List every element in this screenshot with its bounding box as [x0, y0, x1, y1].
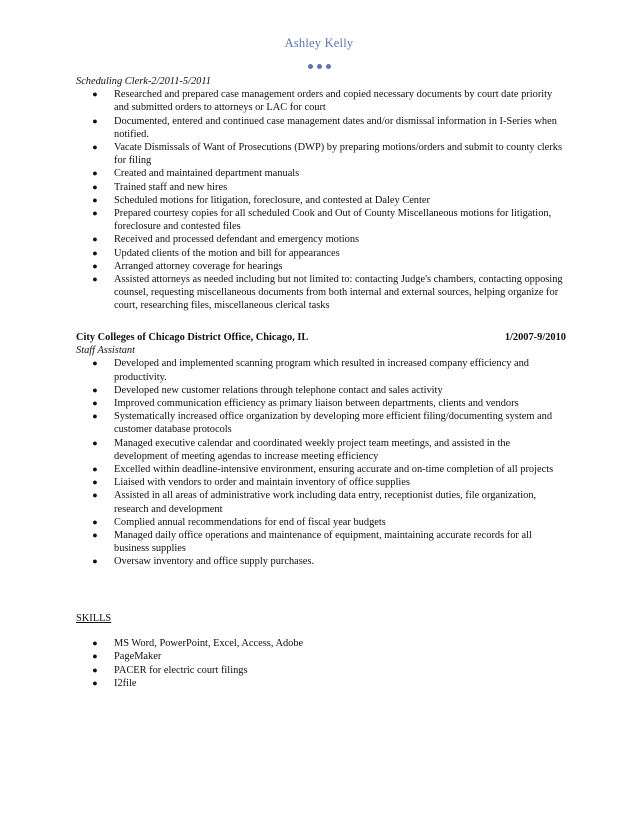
list-item — [76, 397, 566, 410]
list-item — [76, 516, 566, 529]
bullet-icon: ● — [92, 358, 98, 369]
employer-line — [76, 331, 566, 344]
bullet-icon: ● — [92, 490, 98, 501]
job-title: Staff Assistant — [76, 345, 135, 357]
bullet-icon: ● — [92, 142, 98, 153]
list-item — [76, 88, 566, 114]
list-item — [76, 476, 566, 489]
header-dots-divider — [0, 56, 638, 64]
bullet-icon: ● — [92, 516, 98, 527]
list-item-text: Assisted in all areas of administrative work including data entry, receptionist duties, file organization, research and development — [114, 490, 537, 515]
list-item — [76, 273, 566, 313]
job-section-staff-assistant — [76, 331, 566, 569]
bullet-icon: ● — [92, 411, 98, 422]
list-item — [76, 194, 566, 207]
bullet-icon: ● — [92, 89, 98, 100]
job-section-scheduling-clerk — [76, 75, 566, 313]
list-item-text: Managed executive calendar and coordinated weekly project team meetings, and assisted in the development of meeting agendas to increase meeting efficiency — [114, 437, 511, 462]
bullet-icon: ● — [92, 464, 98, 475]
bullet-icon: ● — [92, 638, 98, 649]
list-item-text: Arranged attorney coverage for hearings — [114, 260, 283, 272]
bullet-icon: ● — [92, 247, 98, 258]
bullet-icon: ● — [92, 194, 98, 205]
bullet-icon: ● — [92, 208, 98, 219]
list-item — [76, 637, 566, 650]
list-item — [76, 207, 566, 233]
skills-list — [76, 637, 566, 690]
bullet-icon: ● — [92, 530, 98, 541]
dot-icon — [308, 64, 313, 69]
list-item-text: Created and maintained department manuals — [114, 168, 300, 180]
list-item-text: I2file — [114, 677, 137, 689]
list-item-text: Oversaw inventory and office supply purchases. — [114, 556, 315, 568]
list-item — [76, 167, 566, 180]
list-item — [76, 357, 566, 383]
list-item-text: Trained staff and new hires — [114, 181, 228, 193]
bullet-icon: ● — [92, 664, 98, 675]
list-item-text: Developed and implemented scanning program which resulted in increased company efficiency and productivity. — [114, 358, 529, 383]
list-item — [76, 260, 566, 273]
list-item-text: Researched and prepared case management orders and copied necessary documents by court date priority and submitted orders to attorneys or LAC for court — [114, 89, 553, 114]
list-item — [76, 115, 566, 141]
list-item — [76, 555, 566, 568]
bullet-icon: ● — [92, 274, 98, 285]
employment-dates: 1/2007-9/2010 — [504, 332, 566, 343]
list-item-text: Developed new customer relations through telephone contact and sales activity — [114, 384, 443, 396]
bullet-icon: ● — [92, 234, 98, 245]
list-item — [76, 529, 566, 555]
dot-icon — [317, 64, 322, 69]
employer-name: City Colleges of Chicago District Office, Chicago, IL — [76, 332, 309, 343]
list-item — [76, 181, 566, 194]
list-item-text: Excelled within deadline-intensive environment, ensuring accurate and on-time completion of all projects — [114, 464, 554, 476]
list-item-text: MS Word, PowerPoint, Excel, Access, Adobe — [114, 638, 304, 650]
list-item-text: Managed daily office operations and maintenance of equipment, maintaining accurate records for all business supplies — [114, 530, 532, 555]
bullet-icon: ● — [92, 260, 98, 271]
list-item-text: Scheduled motions for litigation, foreclosure, and contested at Daley Center — [114, 194, 430, 206]
list-item — [76, 384, 566, 397]
list-item — [76, 247, 566, 260]
list-item — [76, 664, 566, 677]
list-item-text: Vacate Dismissals of Want of Prosecutions (DWP) by preparing motions/orders and submit to county clerks for filing — [114, 142, 562, 167]
list-item-text: Improved communication efficiency as primary liaison between departments, clients and vendors — [114, 398, 519, 410]
list-item-text: PageMaker — [114, 651, 162, 663]
bullet-icon: ● — [92, 477, 98, 488]
bullet-icon: ● — [92, 384, 98, 395]
resume-name: Ashley Kelly — [284, 36, 354, 50]
bullet-icon: ● — [92, 651, 98, 662]
job-title: Scheduling Clerk-2/2011-5/2011 — [76, 76, 211, 87]
bullet-icon: ● — [92, 556, 98, 567]
list-item-text: Updated clients of the motion and bill for appearances — [114, 247, 340, 259]
list-item — [76, 233, 566, 246]
bullet-icon: ● — [92, 677, 98, 688]
bullet-icon: ● — [92, 115, 98, 126]
list-item — [76, 650, 566, 663]
list-item — [76, 463, 566, 476]
list-item-text: Prepared courtesy copies for all scheduled Cook and Out of County Miscellaneous motions for litigation, foreclosure and contested files — [114, 208, 552, 233]
list-item — [76, 437, 566, 463]
list-item-text: Systematically increased office organization by developing more efficient filing/documenting system and customer database protocols — [114, 411, 553, 436]
bullet-icon: ● — [92, 181, 98, 192]
list-item — [76, 677, 566, 690]
list-item — [76, 489, 566, 515]
bullet-icon: ● — [92, 168, 98, 179]
list-item-text: Liaised with vendors to order and maintain inventory of office supplies — [114, 477, 410, 489]
dot-icon — [326, 64, 331, 69]
list-item — [76, 141, 566, 167]
list-item-text: Received and processed defendant and emergency motions — [114, 234, 360, 246]
skills-section — [76, 612, 566, 690]
skills-heading: SKILLS — [76, 613, 112, 624]
list-item-text: Complied annual recommendations for end of fiscal year budgets — [114, 516, 386, 528]
list-item — [76, 410, 566, 436]
list-item-text: Assisted attorneys as needed including but not limited to: contacting Judge's chambers, contacting opposing counsel, requesting miscellaneous documents from both internal and external sources, helping organize for court, researching files, miscellaneous clerical tasks — [114, 274, 563, 312]
list-item-text: Documented, entered and continued case management dates and/or dismissal information in I-Series when notified. — [114, 115, 557, 140]
bullet-icon: ● — [92, 398, 98, 409]
list-item-text: PACER for electric court filings — [114, 664, 248, 676]
bullet-icon: ● — [92, 437, 98, 448]
job-duties-list — [76, 88, 566, 312]
job-duties-list — [76, 357, 566, 568]
